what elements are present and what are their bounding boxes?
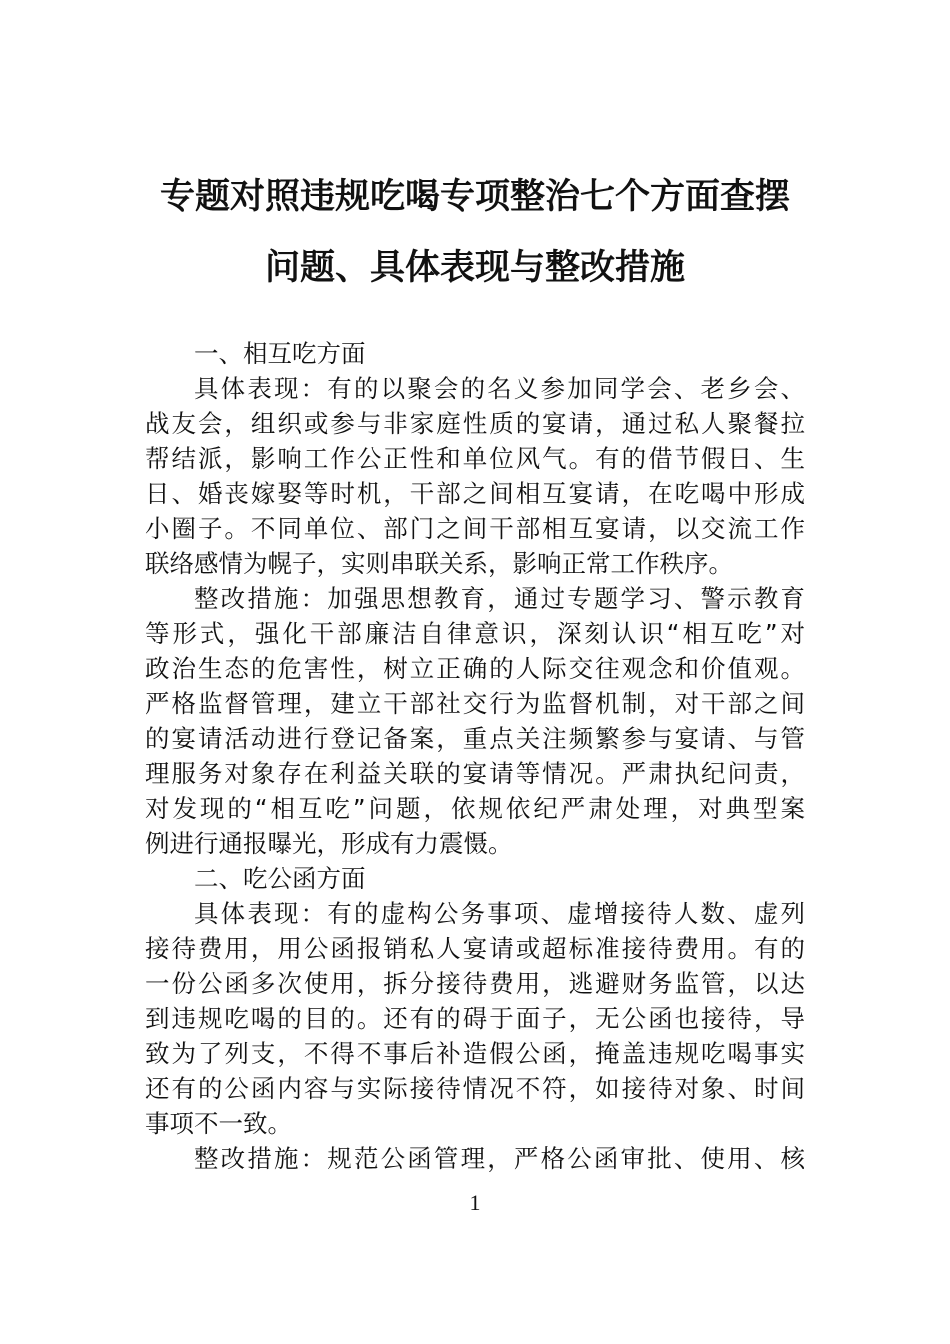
body-text-line: 理服务对象存在利益关联的宴请等情况。严肃执纪问责， bbox=[145, 759, 805, 788]
page-number: 1 bbox=[469, 1190, 481, 1215]
body-text-line: 联络感情为幌子，实则串联关系，影响正常工作秩序。 bbox=[145, 549, 733, 578]
body-text-line: 到违规吃喝的目的。还有的碍于面子，无公函也接待，导 bbox=[145, 1004, 805, 1033]
body-text-line: 的宴请活动进行登记备案，重点关注频繁参与宴请、与管 bbox=[145, 724, 805, 753]
body-text-line: 严格监督管理，建立干部社交行为监督机制，对干部之间 bbox=[145, 689, 805, 718]
body-text-line: 具体表现：有的虚构公务事项、虚增接待人数、虚列 bbox=[194, 899, 805, 928]
body-text-line: 小圈子。不同单位、部门之间干部相互宴请，以交流工作 bbox=[145, 514, 805, 543]
body-text-line: 帮结派，影响工作公正性和单位风气。有的借节假日、生 bbox=[145, 444, 805, 473]
body-text-line: 还有的公函内容与实际接待情况不符，如接待对象、时间 bbox=[145, 1074, 805, 1103]
body-text-line: 例进行通报曝光，形成有力震慑。 bbox=[145, 829, 513, 858]
body-text-line: 事项不一致。 bbox=[145, 1109, 292, 1138]
body-text-line: 致为了列支，不得不事后补造假公函，掩盖违规吃喝事实 bbox=[145, 1039, 805, 1068]
body-text-line: 政治生态的危害性，树立正确的人际交往观念和价值观。 bbox=[145, 654, 805, 683]
body-text-line: 整改措施：加强思想教育，通过专题学习、警示教育 bbox=[194, 584, 805, 613]
document-body bbox=[145, 336, 805, 1176]
body-text-line: 二、吃公函方面 bbox=[194, 864, 366, 893]
body-text-line: 一份公函多次使用，拆分接待费用，逃避财务监管，以达 bbox=[145, 969, 805, 998]
document-title-line-1: 专题对照违规吃喝专项整治七个方面查摆 bbox=[159, 177, 790, 217]
body-text-line: 战友会，组织或参与非家庭性质的宴请，通过私人聚餐拉 bbox=[145, 409, 805, 438]
body-text-line: 接待费用，用公函报销私人宴请或超标准接待费用。有的 bbox=[145, 934, 805, 963]
body-text-line: 对发现的“相互吃”问题，依规依纪严肃处理，对典型案 bbox=[145, 794, 805, 823]
body-text-line: 具体表现：有的以聚会的名义参加同学会、老乡会、 bbox=[194, 374, 805, 403]
document-title-line-2: 问题、具体表现与整改措施 bbox=[264, 248, 685, 288]
body-text-line: 等形式，强化干部廉洁自律意识，深刻认识“相互吃”对 bbox=[145, 619, 805, 648]
body-text-line: 日、婚丧嫁娶等时机，干部之间相互宴请，在吃喝中形成 bbox=[145, 479, 805, 508]
body-text-line: 整改措施：规范公函管理，严格公函审批、使用、核 bbox=[194, 1144, 805, 1173]
body-text-line: 一、相互吃方面 bbox=[194, 339, 366, 368]
